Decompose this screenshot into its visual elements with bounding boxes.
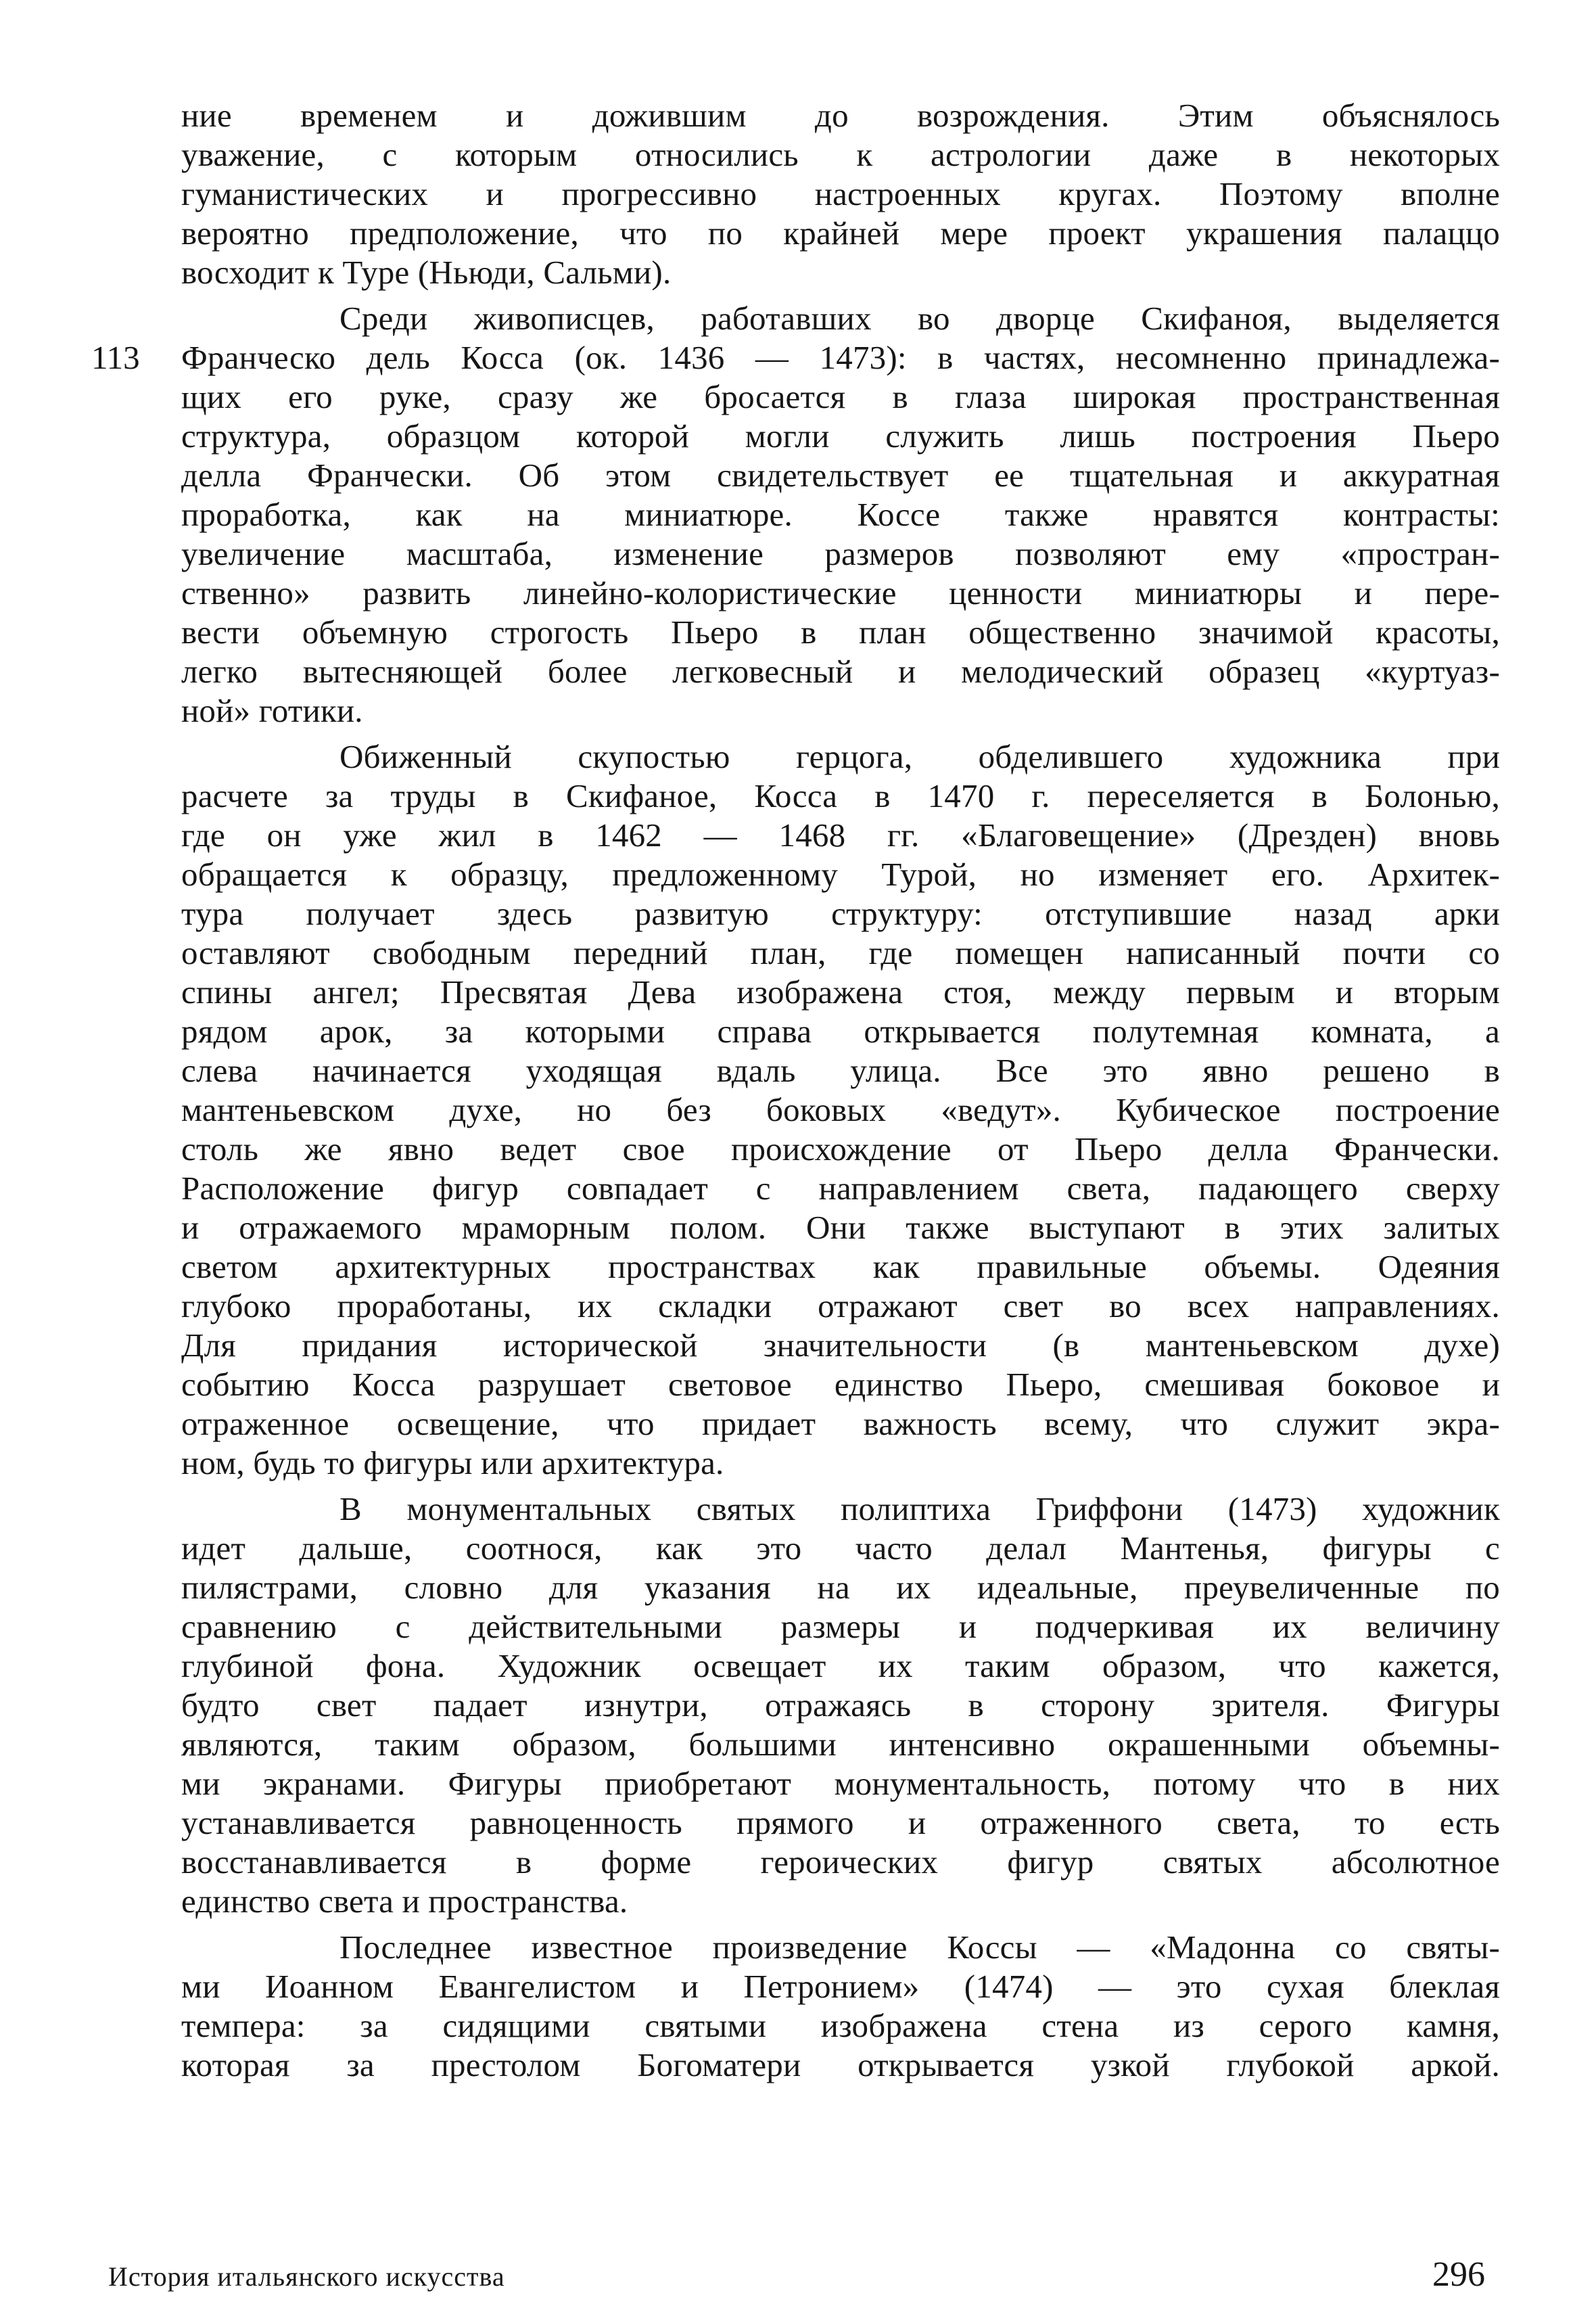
footer-page-number: 296 [1432,2255,1485,2294]
text-line: вероятно предположение, что по крайней мере проект украшения палаццо [181,214,1500,252]
text-line: глубиной фона. Художник освещает их таким образом, что кажется, [181,1647,1500,1684]
text-line: идет дальше, соотнося, как это часто делал Мантенья, фигуры с [181,1529,1500,1567]
text-line: темпера: за сидящими святыми изображена стена из серого камня, [181,2007,1500,2044]
footer-book-title: История итальянского искусства [108,2261,505,2292]
text-line: единство света и пространства. [181,1883,628,1920]
text-line: расчете за труды в Скифаное, Косса в 1470 г. переселяется в Болонью, [181,777,1500,814]
text-line: легко вытесняющей более легковесный и мелодический образец «куртуаз- [181,653,1500,690]
text-line: слева начинается уходящая вдаль улица. Все это явно решено в [181,1052,1500,1089]
text-line: щих его руке, сразу же бросается в глаза широкая пространственная [181,378,1500,415]
text-line: вести объемную строгость Пьеро в план общественно значимой красоты, [181,614,1500,651]
text-line: спины ангел; Пресвятая Дева изображена стоя, между первым и вторым [181,973,1500,1011]
text-line: глубоко проработаны, их складки отражают свет во всех направлениях. [181,1287,1500,1324]
text-line: ном, будь то фигуры или архитектура. [181,1444,724,1481]
text-line: восстанавливается в форме героических фигур святых абсолютное [181,1843,1500,1880]
text-line: оставляют свободным передний план, где помещен написанный почти со [181,934,1500,971]
text-line: Франческо дель Косса (ок. 1436 — 1473): в частях, несомненно принадлежа- [181,339,1500,376]
text-line: ственно» развить линейно-колористические ценности миниатюры и пере- [181,574,1500,611]
text-line: Последнее известное произведение Коссы — «Мадонна со святы- [339,1929,1500,1966]
text-line: рядом арок, за которыми справа открывается полутемная комната, а [181,1013,1500,1050]
text-line: столь же явно ведет свое происхождение от Пьеро делла Франчески. [181,1130,1500,1168]
text-line: тура получает здесь развитую структуру: отступившие назад арки [181,895,1500,932]
text-line: проработка, как на миниатюре. Коссе также нравятся контрасты: [181,496,1500,533]
text-line: ми экранами. Фигуры приобретают монументальность, потому что в них [181,1765,1500,1802]
text-line: уважение, с которым относились к астрологии даже в некоторых [181,136,1500,173]
text-line: являются, таким образом, большими интенсивно окрашенными объемны- [181,1726,1500,1763]
text-line: мантеньевском духе, но без боковых «ведут». Кубическое построение [181,1091,1500,1128]
text-line: восходит к Туре (Ньюди, Сальми). [181,254,672,291]
text-line: светом архитектурных пространствах как правильные объемы. Одеяния [181,1248,1500,1285]
text-line: структура, образцом которой могли служить лишь построения Пьеро [181,417,1500,455]
text-line: и отражаемого мраморным полом. Они также выступают в этих залитых [181,1209,1500,1246]
text-line: делла Франчески. Об этом свидетельствует ее тщательная и аккуратная [181,457,1500,494]
text-line: сравнению с действительными размеры и подчеркивая их величину [181,1608,1500,1645]
text-line: гуманистических и прогрессивно настроенных кругах. Поэтому вполне [181,175,1500,212]
text-line: ми Иоанном Евангелистом и Петронием» (1474) — это сухая блеклая [181,1968,1500,2005]
text-line: ние временем и дожившим до возрождения. Этим объяснялось [181,97,1500,134]
margin-illustration-number: 113 [91,339,140,376]
text-line: Для придания исторической значительности (в мантеньевском духе) [181,1326,1500,1364]
text-line: Среди живописцев, работавших во дворце Скифаноя, выделяется [339,300,1500,337]
text-line: В монументальных святых полиптиха Гриффони (1473) художник [339,1490,1500,1527]
text-line: будто свет падает изнутри, отражаясь в сторону зрителя. Фигуры [181,1686,1500,1724]
text-line: Расположение фигур совпадает с направлением света, падающего сверху [181,1170,1500,1207]
text-line: которая за престолом Богоматери открывается узкой глубокой аркой. [181,2046,1500,2083]
text-line: где он уже жил в 1462 — 1468 гг. «Благовещение» (Дрезден) вновь [181,816,1500,854]
text-line: устанавливается равноценность прямого и отраженного света, то есть [181,1804,1500,1841]
text-line: увеличение масштаба, изменение размеров позволяют ему «простран- [181,535,1500,572]
text-line: Обиженный скупостью герцога, обделившего художника при [339,738,1500,775]
text-line: ной» готики. [181,692,363,729]
text-line: обращается к образцу, предложенному Турой, но изменяет его. Архитек- [181,856,1500,893]
text-line: событию Косса разрушает световое единство Пьеро, смешивая боковое и [181,1366,1500,1403]
text-line: пилястрами, словно для указания на их идеальные, преувеличенные по [181,1569,1500,1606]
text-line: отраженное освещение, что придает важность всему, что служит экра- [181,1405,1500,1442]
